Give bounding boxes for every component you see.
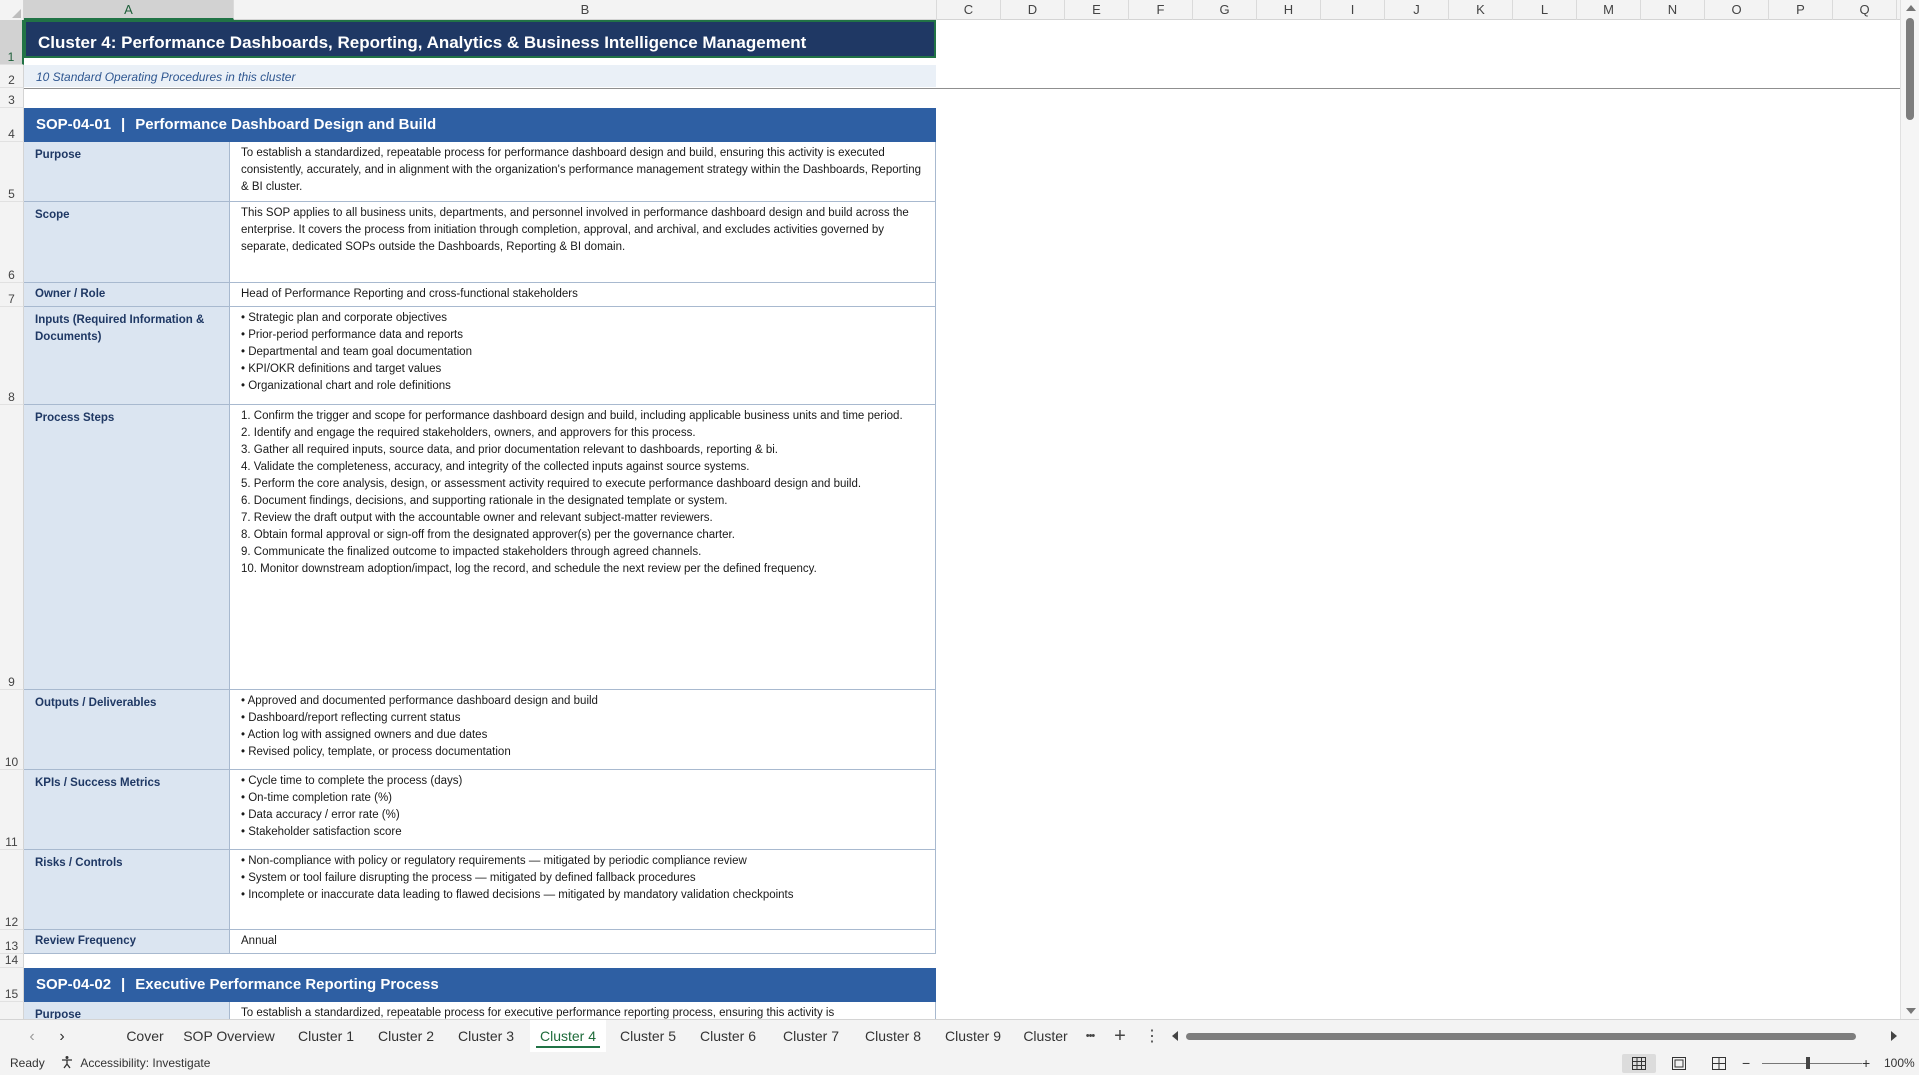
process-step: 5. Perform the core analysis, design, or assessment activity required to execute performance dashboard design and build. — [241, 478, 862, 490]
process-step: 4. Validate the completeness, accuracy, and integrity of the collected inputs against source systems. — [241, 461, 750, 473]
accessibility-checker[interactable] — [60, 1052, 210, 1075]
output-item: • Approved and documented performance dashboard design and build — [241, 695, 598, 707]
process-step: 6. Document findings, decisions, and supporting rationale in the designated template or system. — [241, 495, 728, 507]
zoom-out-button[interactable]: − — [1742, 1055, 1751, 1071]
zoom-slider-track[interactable] — [1762, 1063, 1862, 1064]
sheet-tab-bar — [0, 1019, 1919, 1052]
row-number: 7 — [8, 292, 15, 306]
row-number: 6 — [8, 268, 15, 282]
zoom-level[interactable]: 100% — [1884, 1056, 1915, 1070]
row-number: 3 — [8, 93, 15, 107]
accessibility-icon — [60, 1055, 74, 1069]
sheet-tab-label: Cluster 3 — [457, 1028, 515, 1044]
row-number: 12 — [4, 915, 19, 929]
column-header-p[interactable]: P — [1769, 0, 1833, 20]
sop-code: SOP-04-02 — [36, 976, 112, 993]
column-header-f[interactable]: F — [1129, 0, 1193, 20]
process-steps-value[interactable] — [230, 405, 936, 690]
sheet-tab-label: Cluster 9 — [944, 1028, 1002, 1044]
row-header-4[interactable] — [0, 108, 24, 142]
sheet-tab-label: Cluster 6 — [699, 1028, 757, 1044]
row-header-6[interactable] — [0, 202, 24, 283]
row-number: 1 — [7, 50, 15, 64]
inputs-value[interactable] — [230, 307, 936, 405]
status-ready: Ready — [10, 1056, 45, 1070]
new-sheet-button[interactable]: + — [1114, 1025, 1126, 1047]
row-number: 14 — [4, 953, 19, 967]
process-step: 9. Communicate the finalized outcome to impacted stakeholders through agreed channels. — [241, 546, 702, 558]
row-header-8[interactable] — [0, 307, 24, 405]
sop-header-row[interactable] — [24, 968, 936, 1002]
next-sheet-icon[interactable]: › — [59, 1028, 65, 1045]
sop-code: SOP-04-01 — [36, 116, 112, 133]
scroll-up-icon[interactable] — [1906, 5, 1916, 11]
outputs-value[interactable] — [230, 690, 936, 770]
purpose-label[interactable]: Purpose — [24, 142, 230, 202]
kpis-label[interactable]: KPIs / Success Metrics — [24, 770, 230, 850]
column-header-l[interactable]: L — [1513, 0, 1577, 20]
sheet-tab-cluster-3[interactable] — [450, 1020, 522, 1053]
row-header-1[interactable] — [0, 20, 24, 65]
process-step: 10. Monitor downstream adoption/impact, log the record, and schedule the next review per the defined frequency. — [241, 563, 817, 575]
zoom-slider-thumb[interactable] — [1806, 1057, 1810, 1069]
sheet-tab-cluster-8[interactable] — [857, 1020, 929, 1053]
row-number: 8 — [8, 390, 15, 404]
sheet-tab-label: Cluster 1 — [297, 1028, 355, 1044]
sheet-tab-cluster-1[interactable] — [290, 1020, 362, 1053]
scroll-down-icon[interactable] — [1906, 1008, 1916, 1014]
column-header-d[interactable]: D — [1001, 0, 1065, 20]
column-header-c[interactable]: C — [937, 0, 1001, 20]
purpose-value[interactable]: To establish a standardized, repeatable process for executive performance reporting process, ensuring this activity is — [230, 1002, 936, 1019]
page-break-view-button[interactable] — [1702, 1054, 1736, 1073]
process-step: 8. Obtain formal approval or sign-off from the designated approver(s) per the governance charter. — [241, 529, 735, 541]
row-header-12[interactable] — [0, 850, 24, 930]
column-header-i[interactable]: I — [1321, 0, 1385, 20]
row-number: 11 — [5, 835, 18, 849]
sheet-tab-label: Cover — [126, 1028, 164, 1044]
inputs-label[interactable]: Inputs (Required Information & Documents) — [24, 307, 230, 405]
row-header-3[interactable] — [0, 88, 24, 108]
row-header-10[interactable] — [0, 690, 24, 770]
input-item: • KPI/OKR definitions and target values — [241, 363, 442, 375]
row-header-15[interactable] — [0, 968, 24, 1002]
process-step: 1. Confirm the trigger and scope for performance dashboard design and build, including applicable business units and time period. — [241, 410, 903, 422]
active-tab-underline — [536, 1046, 600, 1048]
kpi-item: • Cycle time to complete the process (days) — [241, 775, 463, 787]
purpose-value[interactable]: To establish a standardized, repeatable process for performance dashboard design and build, ensuring this activity is executed consistently, accurately, and in alignment with the organization's performance management strategy within the Dashboards, Reporting & BI cluster. — [230, 142, 936, 202]
kpi-item: • On-time completion rate (%) — [241, 792, 393, 804]
review-frequency-value[interactable]: Annual — [230, 930, 936, 954]
previous-sheet-icon[interactable]: ‹ — [29, 1028, 35, 1045]
row-header-13[interactable] — [0, 930, 24, 954]
row-number: 9 — [8, 675, 15, 689]
risk-item: • Incomplete or inaccurate data leading to flawed decisions — mitigated by mandatory validation checkpoints — [241, 889, 794, 901]
input-item: • Departmental and team goal documentation — [241, 346, 472, 358]
row-header-14[interactable] — [0, 954, 24, 968]
scroll-left-icon[interactable] — [1172, 1031, 1178, 1041]
horizontal-scroll-thumb[interactable] — [1186, 1033, 1856, 1040]
process-step: 7. Review the draft output with the accountable owner and relevant subject-matter reviewers. — [241, 512, 713, 524]
sheet-tab-cover[interactable] — [120, 1020, 170, 1053]
sheet-tab-cluster-2[interactable] — [370, 1020, 442, 1053]
output-item: • Revised policy, template, or process documentation — [241, 746, 511, 758]
sop-separator: | — [121, 116, 126, 133]
sop-name: Performance Dashboard Design and Build — [135, 116, 437, 133]
row-header-2[interactable] — [0, 65, 24, 88]
review-frequency-label[interactable]: Review Frequency — [24, 930, 230, 954]
status-bar — [0, 1052, 1919, 1075]
column-header-q[interactable]: Q — [1833, 0, 1897, 20]
sheet-tab-label: Cluster 7 — [782, 1028, 840, 1044]
row-number: 2 — [8, 73, 15, 87]
kpi-item: • Data accuracy / error rate (%) — [241, 809, 400, 821]
risks-value[interactable] — [230, 850, 936, 930]
column-header-n[interactable]: N — [1641, 0, 1705, 20]
input-item: • Strategic plan and corporate objectives — [241, 312, 448, 324]
column-header-e[interactable]: E — [1065, 0, 1129, 20]
row-header-11[interactable] — [0, 770, 24, 850]
process-step: 3. Gather all required inputs, source data, and prior documentation relevant to dashboards, reporting & bi. — [241, 444, 778, 456]
sheet-options-icon[interactable]: ⋮ — [1144, 1028, 1160, 1045]
normal-view-button[interactable] — [1622, 1054, 1656, 1073]
risks-label[interactable]: Risks / Controls — [24, 850, 230, 930]
sop-name: Executive Performance Reporting Process — [135, 976, 439, 993]
page-break-icon — [1712, 1057, 1726, 1070]
row-header-9[interactable] — [0, 405, 24, 690]
page-layout-icon — [1672, 1057, 1686, 1070]
process-step: 2. Identify and engage the required stakeholders, owners, and approvers for this process. — [241, 427, 696, 439]
column-header-k[interactable]: K — [1449, 0, 1513, 20]
purpose-label[interactable]: Purpose — [24, 1002, 230, 1019]
column-header-a[interactable]: A — [24, 0, 234, 20]
cluster-title-cell[interactable]: Cluster 4: Performance Dashboards, Reporting, Analytics & Business Intelligence Management — [24, 20, 936, 58]
scope-label[interactable]: Scope — [24, 202, 230, 283]
column-header-m[interactable]: M — [1577, 0, 1641, 20]
page-layout-view-button[interactable] — [1662, 1054, 1696, 1073]
input-item: • Prior-period performance data and reports — [241, 329, 463, 341]
sheet-tab-label: SOP Overview — [183, 1028, 275, 1044]
scope-value[interactable]: This SOP applies to all business units, departments, and personnel involved in performance dashboard design and build across the enterprise. It covers the process from initiation through completion, approval, and archival, and excludes activities governed by separate, dedicated SOPs outside the Dashboards, Reporting & BI domain. — [230, 202, 936, 283]
process-steps-label[interactable]: Process Steps — [24, 405, 230, 690]
kpi-item: • Stakeholder satisfaction score — [241, 826, 402, 838]
row-number: 13 — [4, 939, 19, 953]
sheet-tab-label: Cluster 5 — [619, 1028, 677, 1044]
risk-item: • Non-compliance with policy or regulatory requirements — mitigated by periodic compliance review — [241, 855, 747, 867]
horizontal-scrollbar[interactable] — [1172, 1030, 1897, 1043]
scroll-right-icon[interactable] — [1891, 1031, 1897, 1041]
sheet-tab-cluster-7[interactable] — [772, 1020, 850, 1053]
sheet-tab-cluster-5[interactable] — [612, 1020, 684, 1053]
sheet-tab-label: Cluster 8 — [864, 1028, 922, 1044]
vertical-scroll-thumb[interactable] — [1906, 18, 1914, 120]
accessibility-label: Accessibility: Investigate — [80, 1056, 211, 1070]
row-divider — [24, 88, 1900, 89]
column-header-h[interactable]: H — [1257, 0, 1321, 20]
owner-value[interactable]: Head of Performance Reporting and cross-functional stakeholders — [230, 283, 936, 307]
sop-header-row[interactable] — [24, 108, 936, 142]
sheet-tab-cluster-6[interactable] — [692, 1020, 764, 1053]
sheet-tab-label: Cluster 2 — [377, 1028, 435, 1044]
column-header-bar — [0, 0, 1900, 20]
sheet-tab-cluster-4[interactable] — [530, 1020, 606, 1053]
sheet-tab-cluster-9[interactable] — [937, 1020, 1009, 1053]
sheet-tab-sop-overview[interactable] — [176, 1020, 282, 1053]
normal-view-icon — [1632, 1057, 1646, 1070]
select-all-corner[interactable] — [0, 0, 24, 20]
row-number: 4 — [8, 127, 15, 141]
sheet-tab-label: Cluster 4 — [539, 1028, 597, 1044]
row-number: 10 — [4, 755, 19, 769]
sheet-tab-cluster[interactable] — [1018, 1020, 1073, 1053]
row-header-5[interactable] — [0, 142, 24, 202]
owner-label[interactable]: Owner / Role — [24, 283, 230, 307]
zoom-in-button[interactable]: + — [1862, 1055, 1871, 1071]
sheet-tab-label: Cluster — [1023, 1028, 1068, 1044]
kpis-value[interactable] — [230, 770, 936, 850]
column-header-b[interactable]: B — [234, 0, 937, 20]
cluster-subtitle-cell[interactable]: 10 Standard Operating Procedures in this cluster — [24, 65, 936, 87]
row-number: 15 — [4, 987, 19, 1001]
row-number: 5 — [8, 187, 15, 201]
vertical-scrollbar[interactable] — [1900, 0, 1919, 1019]
outputs-label[interactable]: Outputs / Deliverables — [24, 690, 230, 770]
sop-separator: | — [121, 976, 126, 993]
column-header-g[interactable]: G — [1193, 0, 1257, 20]
output-item: • Dashboard/report reflecting current status — [241, 712, 461, 724]
input-item: • Organizational chart and role definitions — [241, 380, 451, 392]
risk-item: • System or tool failure disrupting the process — mitigated by defined fallback procedures — [241, 872, 696, 884]
column-header-o[interactable]: O — [1705, 0, 1769, 20]
more-sheets-icon[interactable]: ••• — [1085, 1030, 1095, 1042]
output-item: • Action log with assigned owners and due dates — [241, 729, 488, 741]
row-header-7[interactable] — [0, 283, 24, 307]
column-header-j[interactable]: J — [1385, 0, 1449, 20]
worksheet-grid[interactable] — [24, 20, 1900, 1019]
